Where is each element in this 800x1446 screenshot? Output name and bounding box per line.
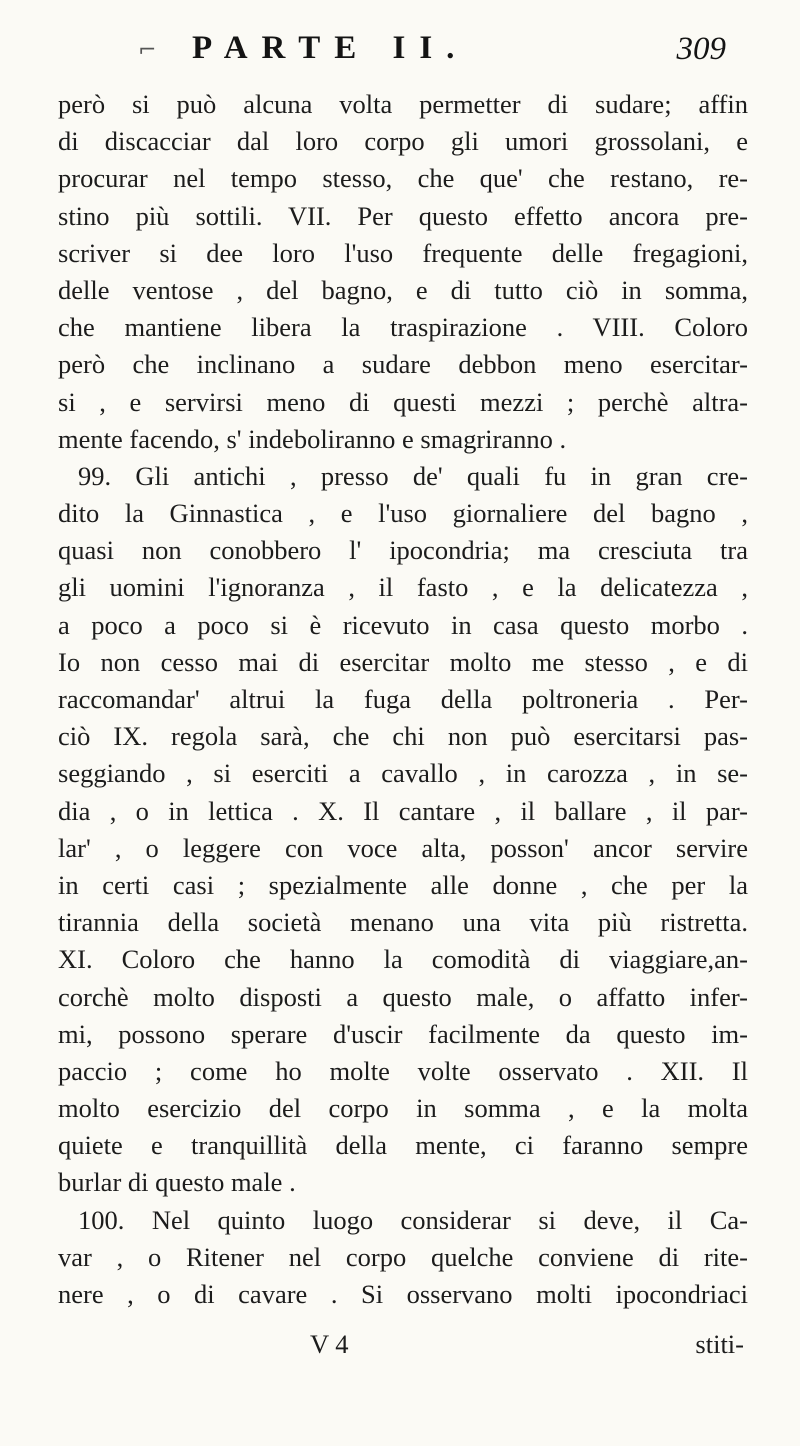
text-line: tirannia della società menano una vita più ristretta. xyxy=(58,907,748,938)
text-line: seggiando , si eserciti a cavallo , in carozza , in se- xyxy=(58,758,748,789)
catchword: stiti- xyxy=(695,1329,744,1359)
text-line: nere , o di cavare . Si osservano molti ipocondriaci xyxy=(58,1279,748,1309)
paragraph-99-start: 99. Gli antichi , presso de' quali fu in gran cre- xyxy=(78,460,748,491)
text-line: procurar nel tempo stesso, che que' che restano, re- xyxy=(58,163,748,194)
text-line: molto esercizio del corpo in somma , e la molta xyxy=(58,1093,748,1124)
text-line: a poco a poco si è ricevuto in casa questo morbo . xyxy=(58,609,748,640)
signature-mark: V 4 xyxy=(310,1329,349,1359)
body-text xyxy=(58,86,748,1313)
text-line: var , o Ritener nel corpo quelche conviene di rite- xyxy=(58,1241,748,1272)
text-line: Io non cesso mai di esercitar molto me stesso , e di xyxy=(58,646,748,677)
page-number: 309 xyxy=(676,31,726,67)
text-line: quasi non conobbero l' ipocondria; ma cresciuta tra xyxy=(58,535,748,566)
text-line: che mantiene libera la traspirazione . VIII. Coloro xyxy=(58,312,748,343)
text-line: corchè molto disposti a questo male, o affatto infer- xyxy=(58,981,748,1012)
text-line: burlar di questo male . xyxy=(58,1167,296,1198)
text-line: mi, possono sperare d'uscir facilmente da questo im- xyxy=(58,1018,748,1049)
text-line: dia , o in lettica . X. Il cantare , il ballare , il par- xyxy=(58,795,748,826)
header-ornament: ⌐ xyxy=(138,38,157,63)
text-line: XI. Coloro che hanno la comodità di viaggiare,an- xyxy=(58,944,748,975)
paragraph-100-start: 100. Nel quinto luogo considerar si deve, il Ca- xyxy=(78,1204,748,1235)
text-line: dito la Ginnastica , e l'uso giornaliere del bagno , xyxy=(58,498,748,529)
page-header xyxy=(60,30,760,74)
text-line: si , e servirsi meno di questi mezzi ; perchè altra- xyxy=(58,386,748,417)
page-footer xyxy=(58,1329,748,1369)
text-line: scriver si dee loro l'uso frequente delle fregagioni, xyxy=(58,237,748,268)
text-line: però che inclinano a sudare debbon meno esercitar- xyxy=(58,349,748,380)
text-line: mente facendo, s' indeboliranno e smagriranno . xyxy=(58,423,567,454)
text-line: paccio ; come ho molte volte osservato . XII. Il xyxy=(58,1055,748,1086)
text-line: raccomandar' altrui la fuga della poltroneria . Per- xyxy=(58,684,748,714)
text-line: di discacciar dal loro corpo gli umori grossolani, e xyxy=(58,126,748,157)
text-line: però si può alcuna volta permetter di sudare; affin xyxy=(58,89,748,119)
text-line: quiete e tranquillità della mente, ci faranno sempre xyxy=(58,1130,748,1161)
running-head: PARTE II. xyxy=(192,30,469,66)
text-line: gli uomini l'ignoranza , il fasto , e la delicatezza , xyxy=(58,572,748,603)
text-line: stino più sottili. VII. Per questo effetto ancora pre- xyxy=(58,200,748,231)
text-line: ciò IX. regola sarà, che chi non può esercitarsi pas- xyxy=(58,721,748,752)
text-line: delle ventose , del bagno, e di tutto ciò in somma, xyxy=(58,274,748,305)
text-line: lar' , o leggere con voce alta, posson' ancor servire xyxy=(58,832,748,863)
text-line: in certi casi ; spezialmente alle donne , che per la xyxy=(58,869,748,900)
